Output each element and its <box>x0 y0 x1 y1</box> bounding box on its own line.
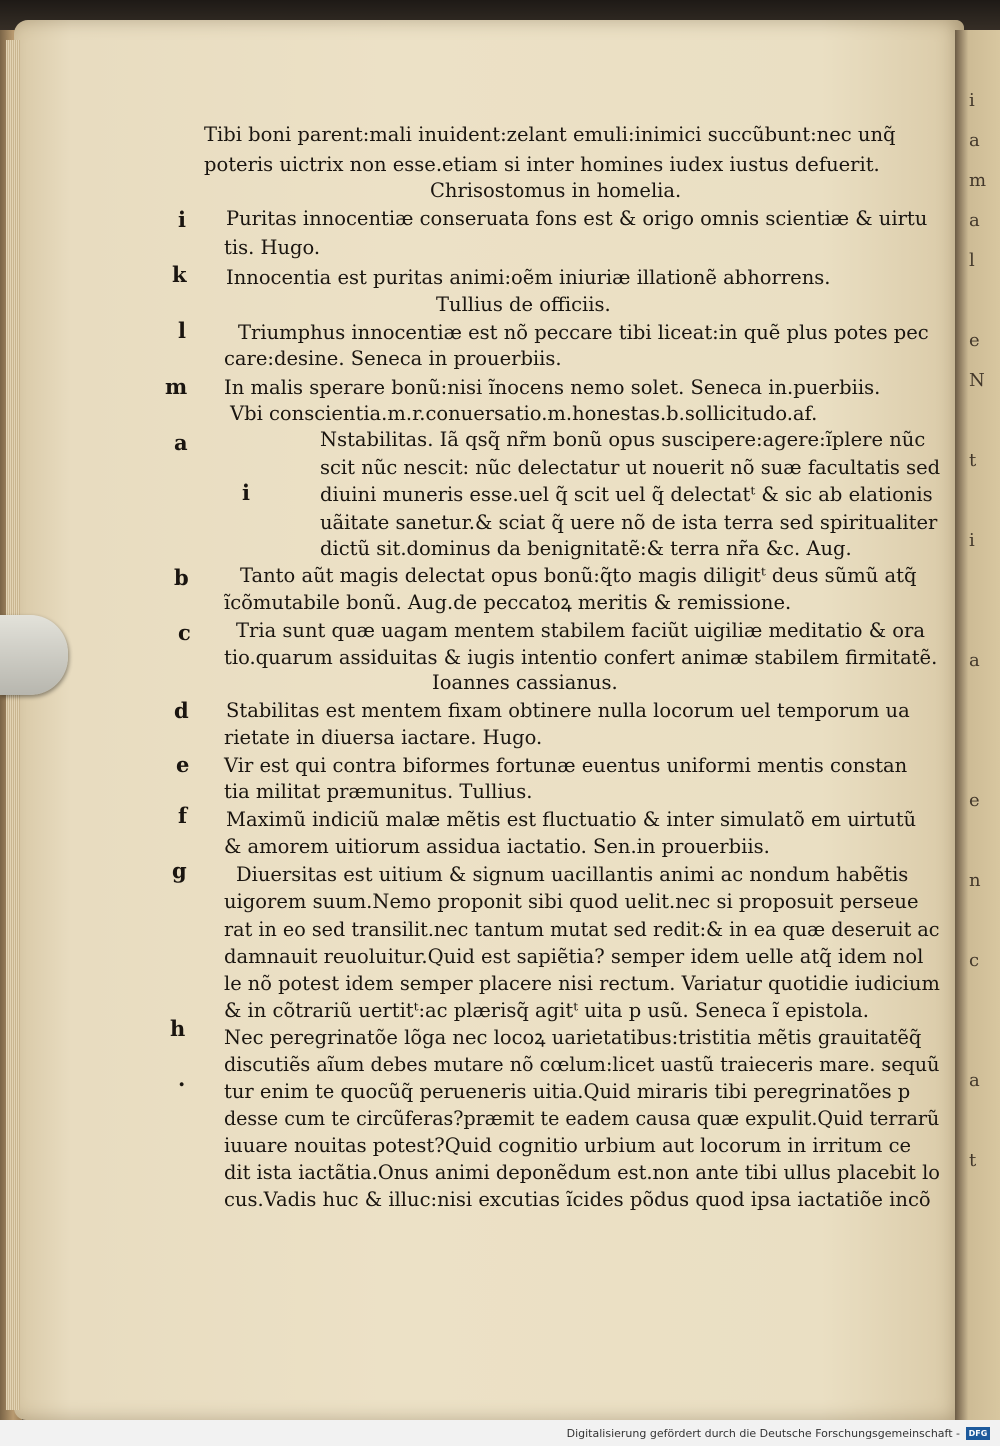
text-line: Diuersitas est uitium & signum uacillantis animi ac nondum habẽtis <box>236 863 909 886</box>
funding-note: Digitalisierung gefördert durch die Deutsche Forschungsgemeinschaft - <box>566 1427 960 1440</box>
text-line: discutiẽs aĩum debes mutare nõ cœlum:licet uastũ traieceris mare. sequũ <box>224 1053 940 1076</box>
margin-marker: g <box>172 858 187 883</box>
text-line: desse cum te circũferas?præmit te eadem causa quæ expulit.Quid terrarũ <box>224 1107 940 1130</box>
text-line: Nec peregrinatõe lõga nec locoꝝ uarietatibus:tristitia mẽtis grauitatẽq̃ <box>224 1026 922 1049</box>
margin-marker: l <box>178 318 186 343</box>
margin-marker: m <box>165 374 188 399</box>
text-line: & amorem uitiorum assidua iactatio. Sen.in prouerbiis. <box>224 835 770 858</box>
text-line: dit ista iactãtia.Onus animi deponẽdum est.non ante tibi ullus placebit lo <box>224 1161 940 1184</box>
margin-marker: a <box>174 430 188 455</box>
text-line: In malis sperare bonũ:nisi ĩnocens nemo solet. Seneca in.puerbiis. <box>224 376 881 399</box>
text-line: Tullius de officiis. <box>436 293 611 316</box>
text-line: tio.quarum assiduitas & iugis intentio confert animæ stabilem firmitatẽ. <box>224 646 938 669</box>
margin-marker: e <box>176 752 190 777</box>
margin-marker: f <box>178 803 188 828</box>
text-line: rietate in diuersa iactare. Hugo. <box>224 726 543 749</box>
page-edges <box>6 40 20 1410</box>
text-line: scit nũc nescit: nũc delectatur ut nouerit nõ suæ facultatis sed <box>320 456 941 479</box>
margin-marker: h <box>170 1016 186 1041</box>
text-line: ĩcõmutabile bonũ. Aug.de peccatoꝝ meritis & remissione. <box>224 591 792 614</box>
text-line: le nõ potest idem semper placere nisi rectum. Variatur quotidie iudicium <box>224 972 940 995</box>
text-line: uãitate sanetur.& sciat q̃ uere nõ de ista terra sed spiritualiter <box>320 511 938 534</box>
text-line: poteris uictrix non esse.etiam si inter homines iudex iustus defuerit. <box>204 153 880 176</box>
margin-marker: i <box>178 207 186 232</box>
text-line: cus.Vadis huc & illuc:nisi excutias ĩcides põdus quod ipsa iactatiõe incõ <box>224 1188 931 1211</box>
margin-marker: b <box>174 565 189 590</box>
text-line: Innocentia est puritas animi:oẽm iniuriæ illationẽ abhorrens. <box>226 266 831 289</box>
text-line: Triumphus innocentiæ est nõ peccare tibi liceat:in quẽ plus potes pec <box>238 321 929 344</box>
text-line: Stabilitas est mentem fixam obtinere nulla locorum uel temporum ua <box>226 699 910 722</box>
text-line: Tibi boni parent:mali inuident:zelant emuli:inimici succũbunt:nec unq̃ <box>204 123 896 146</box>
text-line: rat in eo sed transilit.nec tantum mutat sed redit:& in ea quæ deseruit ac <box>224 918 940 941</box>
text-line: Tria sunt quæ uagam mentem stabilem faciũt uigiliæ meditatio & ora <box>236 619 925 642</box>
text-line: Maximũ indiciũ malæ mẽtis est fluctuatio & inter simulatõ em uirtutũ <box>226 808 917 831</box>
text-line: & in cõtrariũ uertitᵗ:ac plærisq̃ agitᵗ uita p usũ. Seneca ĩ epistola. <box>224 999 869 1022</box>
text-line: Vir est qui contra biformes fortunæ euentus uniformi mentis constan <box>224 754 908 777</box>
text-line: damnauit reuoluitur.Quid est sapiẽtia? semper idem uelle atq̃ idem nol <box>224 945 924 968</box>
text-line: iuuare nouitas potest?Quid cognitio urbium aut locorum in irritum ce <box>224 1134 912 1157</box>
text-line: tis. Hugo. <box>224 236 321 259</box>
margin-marker: i <box>242 480 250 505</box>
margin-marker: . <box>178 1066 186 1091</box>
facing-page-edge: i a m a l e N t i a e n c a t <box>955 30 1000 1420</box>
text-line: Tanto aũt magis delectat opus bonũ:q̃to magis diligitᵗ deus sũmũ atq̃ <box>240 564 917 587</box>
text-line: Vbi conscientia.m.r.conuersatio.m.honestas.b.sollicitudo.af. <box>230 402 818 425</box>
text-line: Nstabilitas. Iã qsq̃ nr̃m bonũ opus suscipere:agere:ĩplere nũc <box>320 428 926 451</box>
text-line: dictũ sit.dominus da benignitatẽ:& terra nr̃a &c. Aug. <box>320 537 852 560</box>
text-line: Puritas innocentiæ conseruata fons est & origo omnis scientiæ & uirtu <box>226 207 928 230</box>
text-line: care:desine. Seneca in prouerbiis. <box>224 347 562 370</box>
text-line: tur enim te quocũq̃ perueneris uitia.Quid miraris tibi peregrinatões p <box>224 1080 911 1103</box>
margin-marker: k <box>172 262 187 287</box>
text-line: Ioannes cassianus. <box>432 671 618 694</box>
text-line: tia militat præmunitus. Tullius. <box>224 780 533 803</box>
margin-marker: d <box>174 698 189 723</box>
margin-marker: c <box>178 620 191 645</box>
text-line: Chrisostomus in homelia. <box>430 179 682 202</box>
text-line: uigorem suum.Nemo proponit sibi quod uelit.nec si proposuit perseue <box>224 890 919 913</box>
text-line: diuini muneris esse.uel q̃ scit uel q̃ delectatᵗ & sic ab elationis <box>320 483 933 506</box>
dfg-logo: DFG <box>966 1427 990 1440</box>
